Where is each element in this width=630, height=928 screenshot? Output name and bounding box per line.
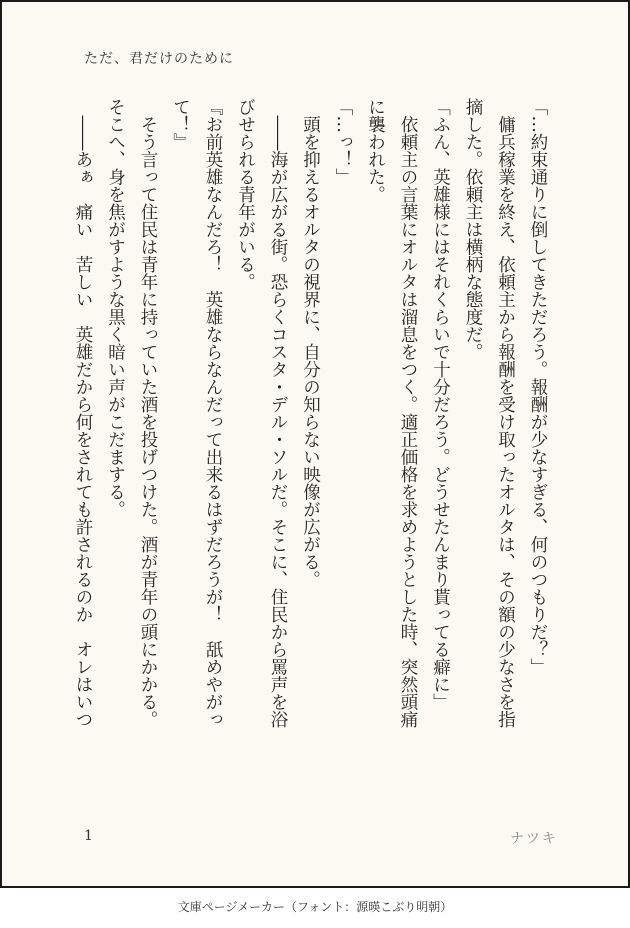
text-line: 『お前英雄なんだろ！ 英雄ならなんだって出来るはずだろうが！ 舐めやがっ — [203, 98, 223, 728]
text-line: ――あぁ 痛い 苦しい 英雄だから何をされても許されるのか オレはいつ — [73, 98, 93, 728]
text-line: そこへ、身を焦がすような黒く暗い声がこだまする。 — [105, 98, 126, 518]
running-title: ただ、君だけのために — [84, 51, 234, 67]
text-line: 「…約束通りに倒してきただろう。報酬が少なすぎる、何のつもりだ？」 — [528, 98, 548, 676]
text-line: 摘した。依頼主は横柄な態度だ。 — [463, 98, 483, 361]
text-line: に襲われた。 — [365, 98, 386, 203]
text-line: 「…っ！」 — [333, 98, 353, 186]
page-number: 1 — [84, 828, 93, 844]
text-line: 傭兵稼業を終え、依頼主から報酬を受け取ったオルタは、その額の少なさを指 — [495, 98, 516, 728]
text-line: ――海が広がる街。恐らくコスタ・デル・ソルだ。そこに、住民から罵声を浴 — [268, 98, 288, 728]
text-line: びせられる青年がいる。 — [235, 98, 256, 291]
text-line: 頭を抑えるオルタの視界に、自分の知らない映像が広がる。 — [300, 98, 321, 588]
text-line: 依頼主の言葉にオルタは溜息をつく。適正価格を求めようとした時、突然頭痛 — [398, 98, 418, 728]
vertical-body-text — [73, 98, 554, 798]
generator-credit: 文庫ページメーカー（フォント：源暎こぶり明朝） — [177, 900, 453, 914]
author-name: ナツキ — [510, 831, 558, 847]
text-line: て！』 — [170, 98, 191, 151]
text-line: 「ふん、英雄様にはそれくらいで十分だろう。どうせたんまり貰ってる癖に」 — [430, 98, 451, 711]
text-line: そう言って住民は青年に持っていた酒を投げつけた。酒が青年の頭にかかる。 — [138, 98, 158, 728]
